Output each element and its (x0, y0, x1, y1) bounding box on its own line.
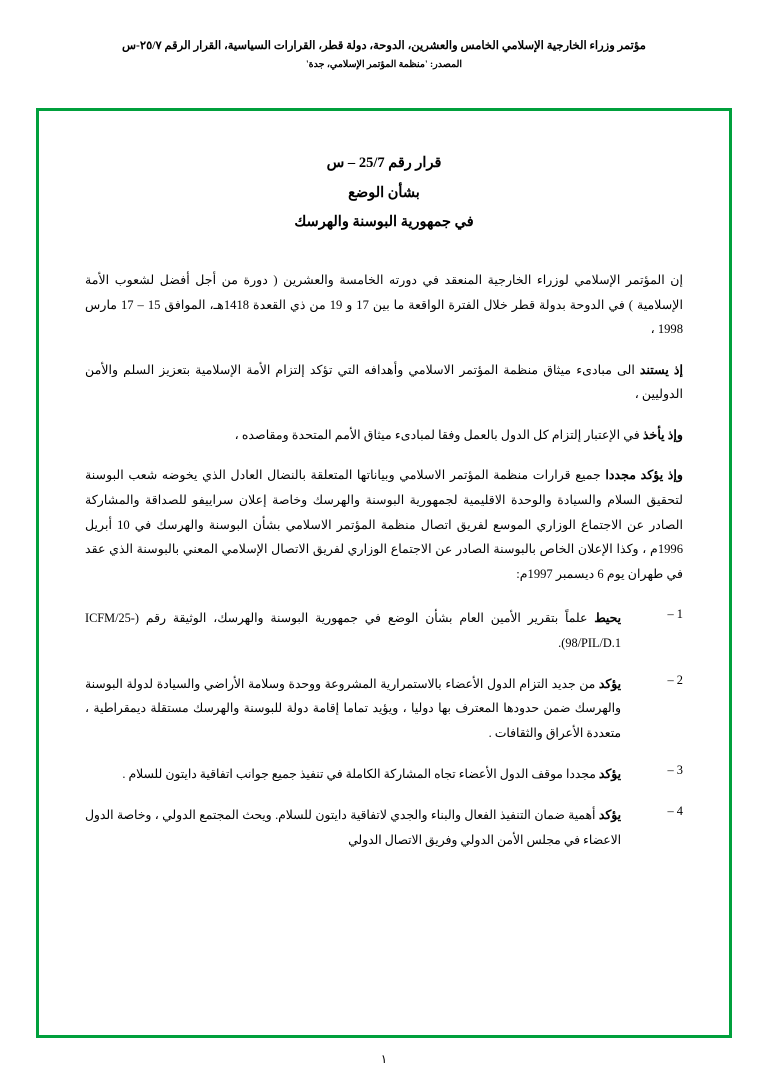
item-body-4 (85, 803, 621, 852)
clause-paragraph-2 (85, 423, 683, 448)
item-number-value-3: 3 (676, 762, 683, 777)
item-number-2 (621, 672, 683, 745)
resolution-number: قرار رقم 25/7 – س (326, 155, 442, 171)
item-number-3 (621, 762, 683, 786)
item-lead-2: يؤكد (598, 676, 621, 691)
item-number-1 (621, 606, 683, 655)
clause-text-3: جميع قرارات منظمة المؤتمر الاسلامي وبياناتها المتعلقة بالنضال العادل الذي يخوضه شعب البوسنة لتحقيق السلام والسيادة والوحدة الاقليمية لجمهورية البوسنة والهرسك وخاصة إعلان سراييفو للصداقة والمشاركة الصادر عن الاجتماع الوزاري الموسع لفريق اتصال منظمة المؤتمر الاسلامي بشأن البوسنة والهرسك في 10 أبريل 1996م ، وكذا الإعلان الخاص بالبوسنة الصادر عن الاجتماع الوزاري لفريق الاتصال الإسلامي المعني بالبوسنة الذي عقد في طهران يوم 6 ديسمبر 1997م: (85, 468, 683, 581)
header-title-line: مؤتمر وزراء الخارجية الإسلامي الخامس والعشرين، الدوحة، دولة قطر، القرارات السياسية، القرار الرقم ٢٥/٧-س (122, 40, 646, 52)
item-dash-3: – (667, 762, 674, 777)
resolution-title-block (85, 149, 683, 238)
resolution-items (85, 606, 683, 852)
item-dash-2: – (667, 672, 674, 687)
resolution-frame (36, 108, 732, 1038)
page-number: ١ (380, 1052, 388, 1066)
clause-lead-3: وإذ يؤكد مجددا (605, 468, 683, 483)
list-item (85, 803, 683, 852)
resolution-subject: بشأن الوضع (348, 184, 420, 201)
item-number-value-4: 4 (676, 804, 683, 819)
item-lead-1: يحيط (594, 611, 621, 626)
list-item (85, 672, 683, 745)
item-lead-3: يؤكد (598, 766, 621, 781)
item-dash-1: – (667, 607, 674, 622)
clause-paragraph-3 (85, 463, 683, 586)
list-item (85, 606, 683, 655)
item-dash-4: – (667, 804, 674, 819)
page-footer (0, 1052, 768, 1067)
item-text-2: من جديد التزام الدول الأعضاء بالاستمرارية المشروعة ووحدة وسلامة الأراضي والسيادة لدولة البوسنة والهرسك ضمن حدودها المعترف بها دوليا ، ويؤيد تماما إقامة دولة للبوسنة والهرسك مستقلة ديمقراطية ، متعددة الأعراق والثقافات . (85, 676, 621, 740)
header-source-line: المصدر: 'منظمة المؤتمر الإسلامي، جدة' (305, 60, 463, 71)
clause-text-2: في الإعتبار إلتزام كل الدول بالعمل وفقا لمبادىء ميثاق الأمم المتحدة ومقاصده ، (234, 427, 643, 442)
item-number-value-1: 1 (676, 607, 683, 622)
item-body-2 (85, 672, 621, 745)
item-text-1: علماً بتقرير الأمين العام بشأن الوضع في جمهورية البوسنة والهرسك، الوثيقة رقم (ICFM/25-98/PIL/D.1). (85, 611, 621, 650)
item-body-1 (85, 606, 621, 655)
preamble-paragraph: إن المؤتمر الإسلامي لوزراء الخارجية المنعقد في دورته الخامسة والعشرين ( دورة من أجل أفضل لشعوب الأمة الإسلامية ) في الدوحة بدولة قطر خلال الفترة الواقعة ما بين 17 و 19 من ذي القعدة 1418هـ، الموافق 15 – 17 مارس 1998 ، (85, 273, 683, 337)
item-number-value-2: 2 (676, 672, 683, 687)
clause-lead-1: إذ يستند (639, 362, 683, 377)
item-text-4: أهمية ضمان التنفيذ الفعال والبناء والجدي لاتفاقية دايتون للسلام. ويحث المجتمع الدولي ، وخاصة الدول الاعضاء في مجلس الأمن الدولي وفريق الاتصال الدولي (85, 808, 621, 847)
item-lead-4: يؤكد (598, 808, 621, 823)
document-header (0, 0, 768, 70)
item-body-3 (85, 762, 621, 786)
clause-text-1: الى مبادىء ميثاق منظمة المؤتمر الاسلامي وأهدافه التي تؤكد إلتزام الأمة الإسلامية بتعزيز السلم والأمن الدوليين ، (85, 362, 683, 402)
item-text-3: مجددا موقف الدول الأعضاء تجاه المشاركة الكاملة في تنفيذ جميع جوانب اتفاقية دايتون للسلام . (122, 766, 599, 781)
clause-lead-2: وإذ يأخذ (642, 427, 683, 442)
list-item (85, 762, 683, 786)
resolution-country: في جمهورية البوسنة والهرسك (294, 214, 474, 231)
item-number-4 (621, 803, 683, 852)
clause-paragraph-1 (85, 358, 683, 407)
